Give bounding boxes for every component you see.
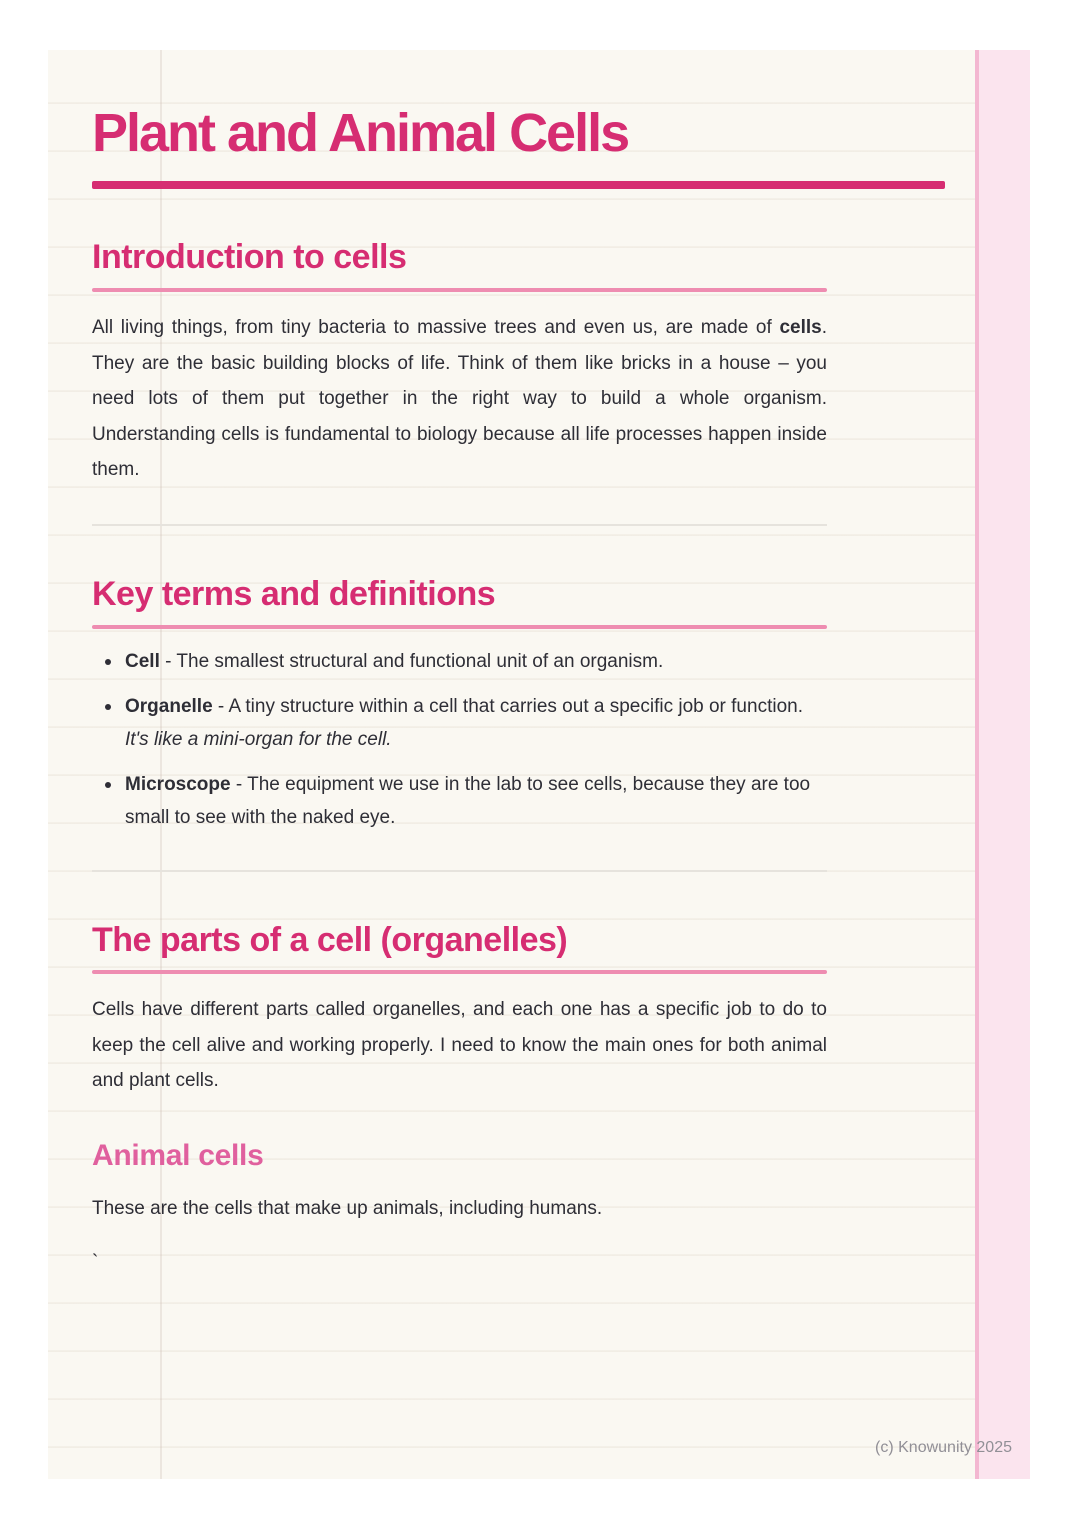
section-divider	[92, 524, 827, 526]
heading-underline-rule	[92, 970, 827, 974]
bullet-dot-icon	[105, 659, 111, 665]
intro-paragraph-part2: . They are the basic building blocks of life. Think of them like bricks in a house – you need lots of them put together in the right way to build a whole organism. Understanding cells is fundamental to biology because all life processes happen inside them.	[92, 317, 827, 481]
section-keyterms	[92, 574, 1030, 834]
term-definition: - A tiny structure within a cell that carries out a specific job or function.	[212, 695, 803, 717]
intro-paragraph-bold-cells: cells	[779, 317, 822, 339]
heading-underline-rule	[92, 288, 827, 292]
page-content	[48, 103, 1030, 1274]
list-item-cell	[105, 645, 827, 678]
parts-paragraph: Cells have different parts called organelles, and each one has a specific job to do to keep the cell alive and working properly. I need to know the main ones for both animal and plant cells.	[92, 999, 827, 1092]
animal-cells-paragraph: These are the cells that make up animals, including humans.	[92, 1197, 603, 1219]
keyterms-list	[92, 645, 827, 834]
section-divider	[92, 870, 827, 872]
intro-paragraph-part1: All living things, from tiny bacteria to massive trees and even us, are made of	[92, 317, 780, 339]
section-heading-introduction: Introduction to cells	[92, 238, 407, 277]
section-introduction	[92, 237, 1030, 487]
term-label: Microscope	[125, 773, 231, 795]
term-definition: - The smallest structural and functional unit of an organism.	[159, 650, 664, 672]
term-definition-italic: It's like a mini-organ for the cell.	[125, 728, 392, 750]
section-heading-parts: The parts of a cell (organelles)	[92, 920, 568, 959]
section-heading-keyterms: Key terms and definitions	[92, 574, 496, 613]
title-underline-rule	[92, 181, 945, 189]
bullet-dot-icon	[105, 782, 111, 788]
term-label: Organelle	[125, 695, 213, 717]
footer-copyright: (c) Knowunity 2025	[875, 1439, 1012, 1456]
section-parts-of-cell	[92, 920, 1030, 1275]
subsection-heading-animal-cells: Animal cells	[92, 1138, 264, 1172]
list-item-organelle	[105, 690, 827, 756]
page-title: Plant and Animal Cells	[92, 103, 629, 163]
term-definition: - The equipment we use in the lab to see cells, because they are too small to see with the naked eye.	[125, 773, 811, 828]
list-item-microscope	[105, 768, 827, 834]
stray-backtick-character: `	[92, 1252, 99, 1274]
intro-paragraph	[92, 310, 827, 488]
term-label: Cell	[125, 650, 160, 672]
notes-page	[48, 50, 1030, 1479]
heading-underline-rule	[92, 625, 827, 629]
bullet-dot-icon	[105, 704, 111, 710]
